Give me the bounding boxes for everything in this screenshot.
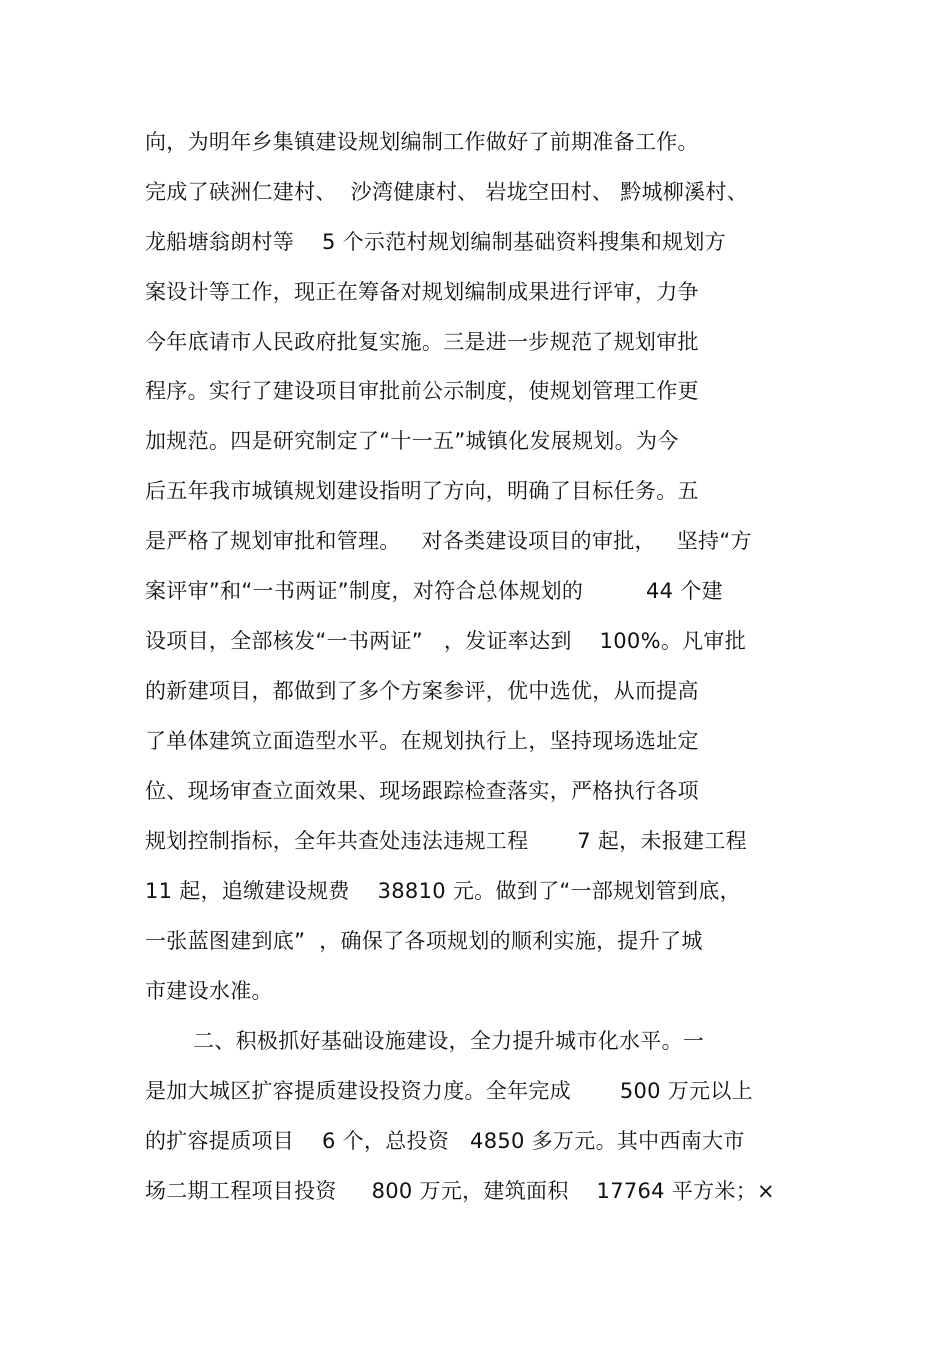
text-line: 一张蓝图建到底” ，确保了各项规划的顺利实施，提升了城 (145, 929, 703, 953)
text-line: 案设计等工作，现正在筹备对规划编制成果进行评审，力争 (145, 280, 699, 304)
text-line: 位、现场审查立面效果、现场跟踪检查落实，严格执行各项 (145, 779, 699, 803)
text-line: 龙船塘翁朗村等 5 个示范村规划编制基础资料搜集和规划方 (145, 230, 727, 254)
text-line: 规划控制指标，全年共查处违法违规工程 7 起，未报建工程 (145, 829, 747, 853)
text-line: 案评审”和“一书两证”制度，对符合总体规划的 44 个建 (145, 579, 723, 603)
text-line: 的新建项目，都做到了多个方案参评，优中选优，从而提高 (145, 679, 699, 703)
text-line: 是严格了规划审批和管理。 对各类建设项目的审批， 坚持“方 (145, 529, 752, 553)
text-line: 市建设水准。 (145, 979, 273, 1003)
text-line: 的扩容提质项目 6 个，总投资 4850 多万元。其中西南大市 (145, 1129, 745, 1153)
text-line: 向，为明年乡集镇建设规划编制工作做好了前期准备工作。 (145, 130, 699, 154)
section-heading-line: 二、积极抓好基础设施建设，全力提升城市化水平。一 (193, 1029, 705, 1053)
text-line: 完成了硖洲仁建村、 沙湾健康村、 岩垅空田村、 黔城柳溪村、 (145, 180, 748, 204)
text-line: 后五年我市城镇规划建设指明了方向，明确了目标任务。五 (145, 479, 699, 503)
text-line: 是加大城区扩容提质建设投资力度。全年完成 500 万元以上 (145, 1079, 753, 1103)
text-line: 今年底请市人民政府批复实施。三是进一步规范了规划审批 (145, 330, 699, 354)
text-line: 加规范。四是研究制定了“十一五”城镇化发展规划。为今 (145, 429, 679, 453)
text-line: 设项目，全部核发“一书两证” ，发证率达到 100%。凡审批 (145, 629, 747, 653)
text-line: 11 起，追缴建设规费 38810 元。做到了“一部规划管到底， (145, 879, 741, 903)
text-line: 了单体建筑立面造型水平。在规划执行上，坚持现场选址定 (145, 729, 699, 753)
text-line: 场二期工程项目投资 800 万元，建筑面积 17764 平方米；× (145, 1179, 775, 1203)
text-line: 程序。实行了建设项目审批前公示制度，使规划管理工作更 (145, 379, 699, 403)
